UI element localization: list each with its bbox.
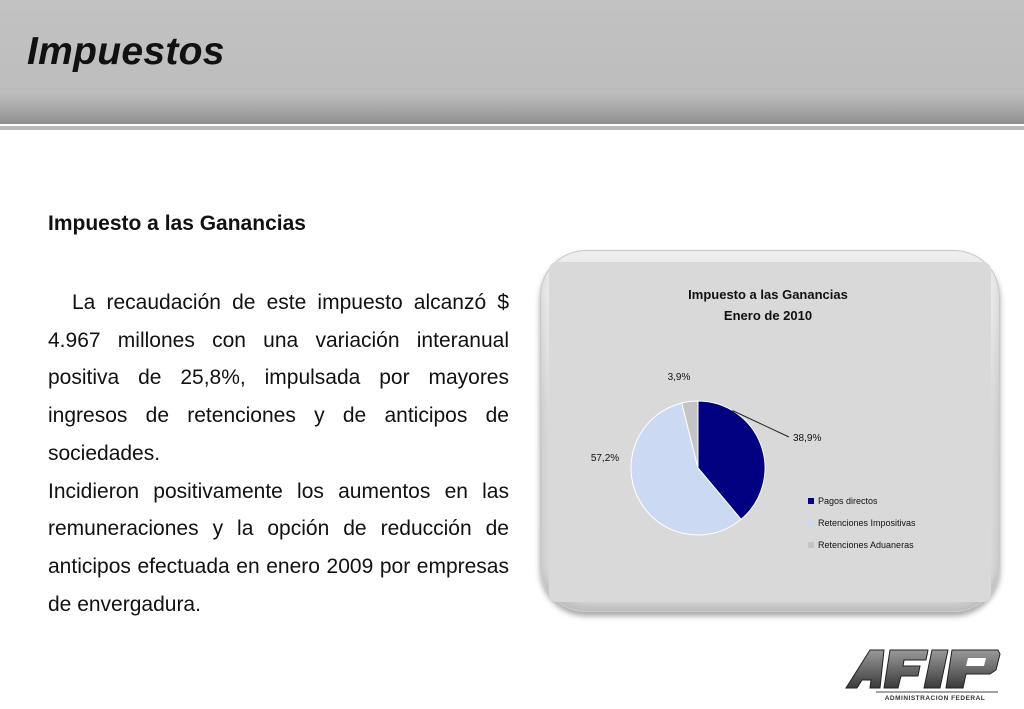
page-title: Impuestos — [27, 30, 225, 73]
chart-title-line1: Impuesto a las Ganancias — [688, 287, 848, 302]
header-divider — [0, 126, 1024, 130]
data-label-1: 38,9% — [793, 433, 822, 444]
legend-label-1: Pagos directos — [818, 496, 878, 506]
pie-chart — [549, 262, 991, 602]
paragraph-factors: Incidieron positivamente los aumentos en las remuneraciones y la opción de reducción de anticipos efectuada en enero 2009 por empresas de envergadura. — [48, 479, 509, 616]
legend-swatch-1 — [808, 498, 814, 504]
chart-title-line2: Enero de 2010 — [723, 308, 813, 323]
logo-subtitle: ADMINISTRACION FEDERAL — [884, 695, 986, 702]
legend-swatch-3 — [808, 542, 814, 548]
body-text — [48, 284, 509, 623]
legend-label-2: Retenciones Impositivas — [818, 518, 916, 528]
legend-label-3: Retenciones Aduaneras — [818, 540, 914, 550]
legend-swatch-2 — [808, 520, 814, 526]
data-label-2: 57,2% — [590, 453, 620, 464]
afip-logo — [840, 640, 1010, 704]
section-heading: Impuesto a las Ganancias — [48, 212, 306, 235]
paragraph-collection: La recaudación de este impuesto alcanzó $ 4.967 millones con una variación interanual positiva de 25,8%, impulsada por mayores ingresos de retenciones y de anticipos de sociedades. — [48, 291, 509, 465]
data-label-3: 3,9% — [667, 372, 691, 383]
